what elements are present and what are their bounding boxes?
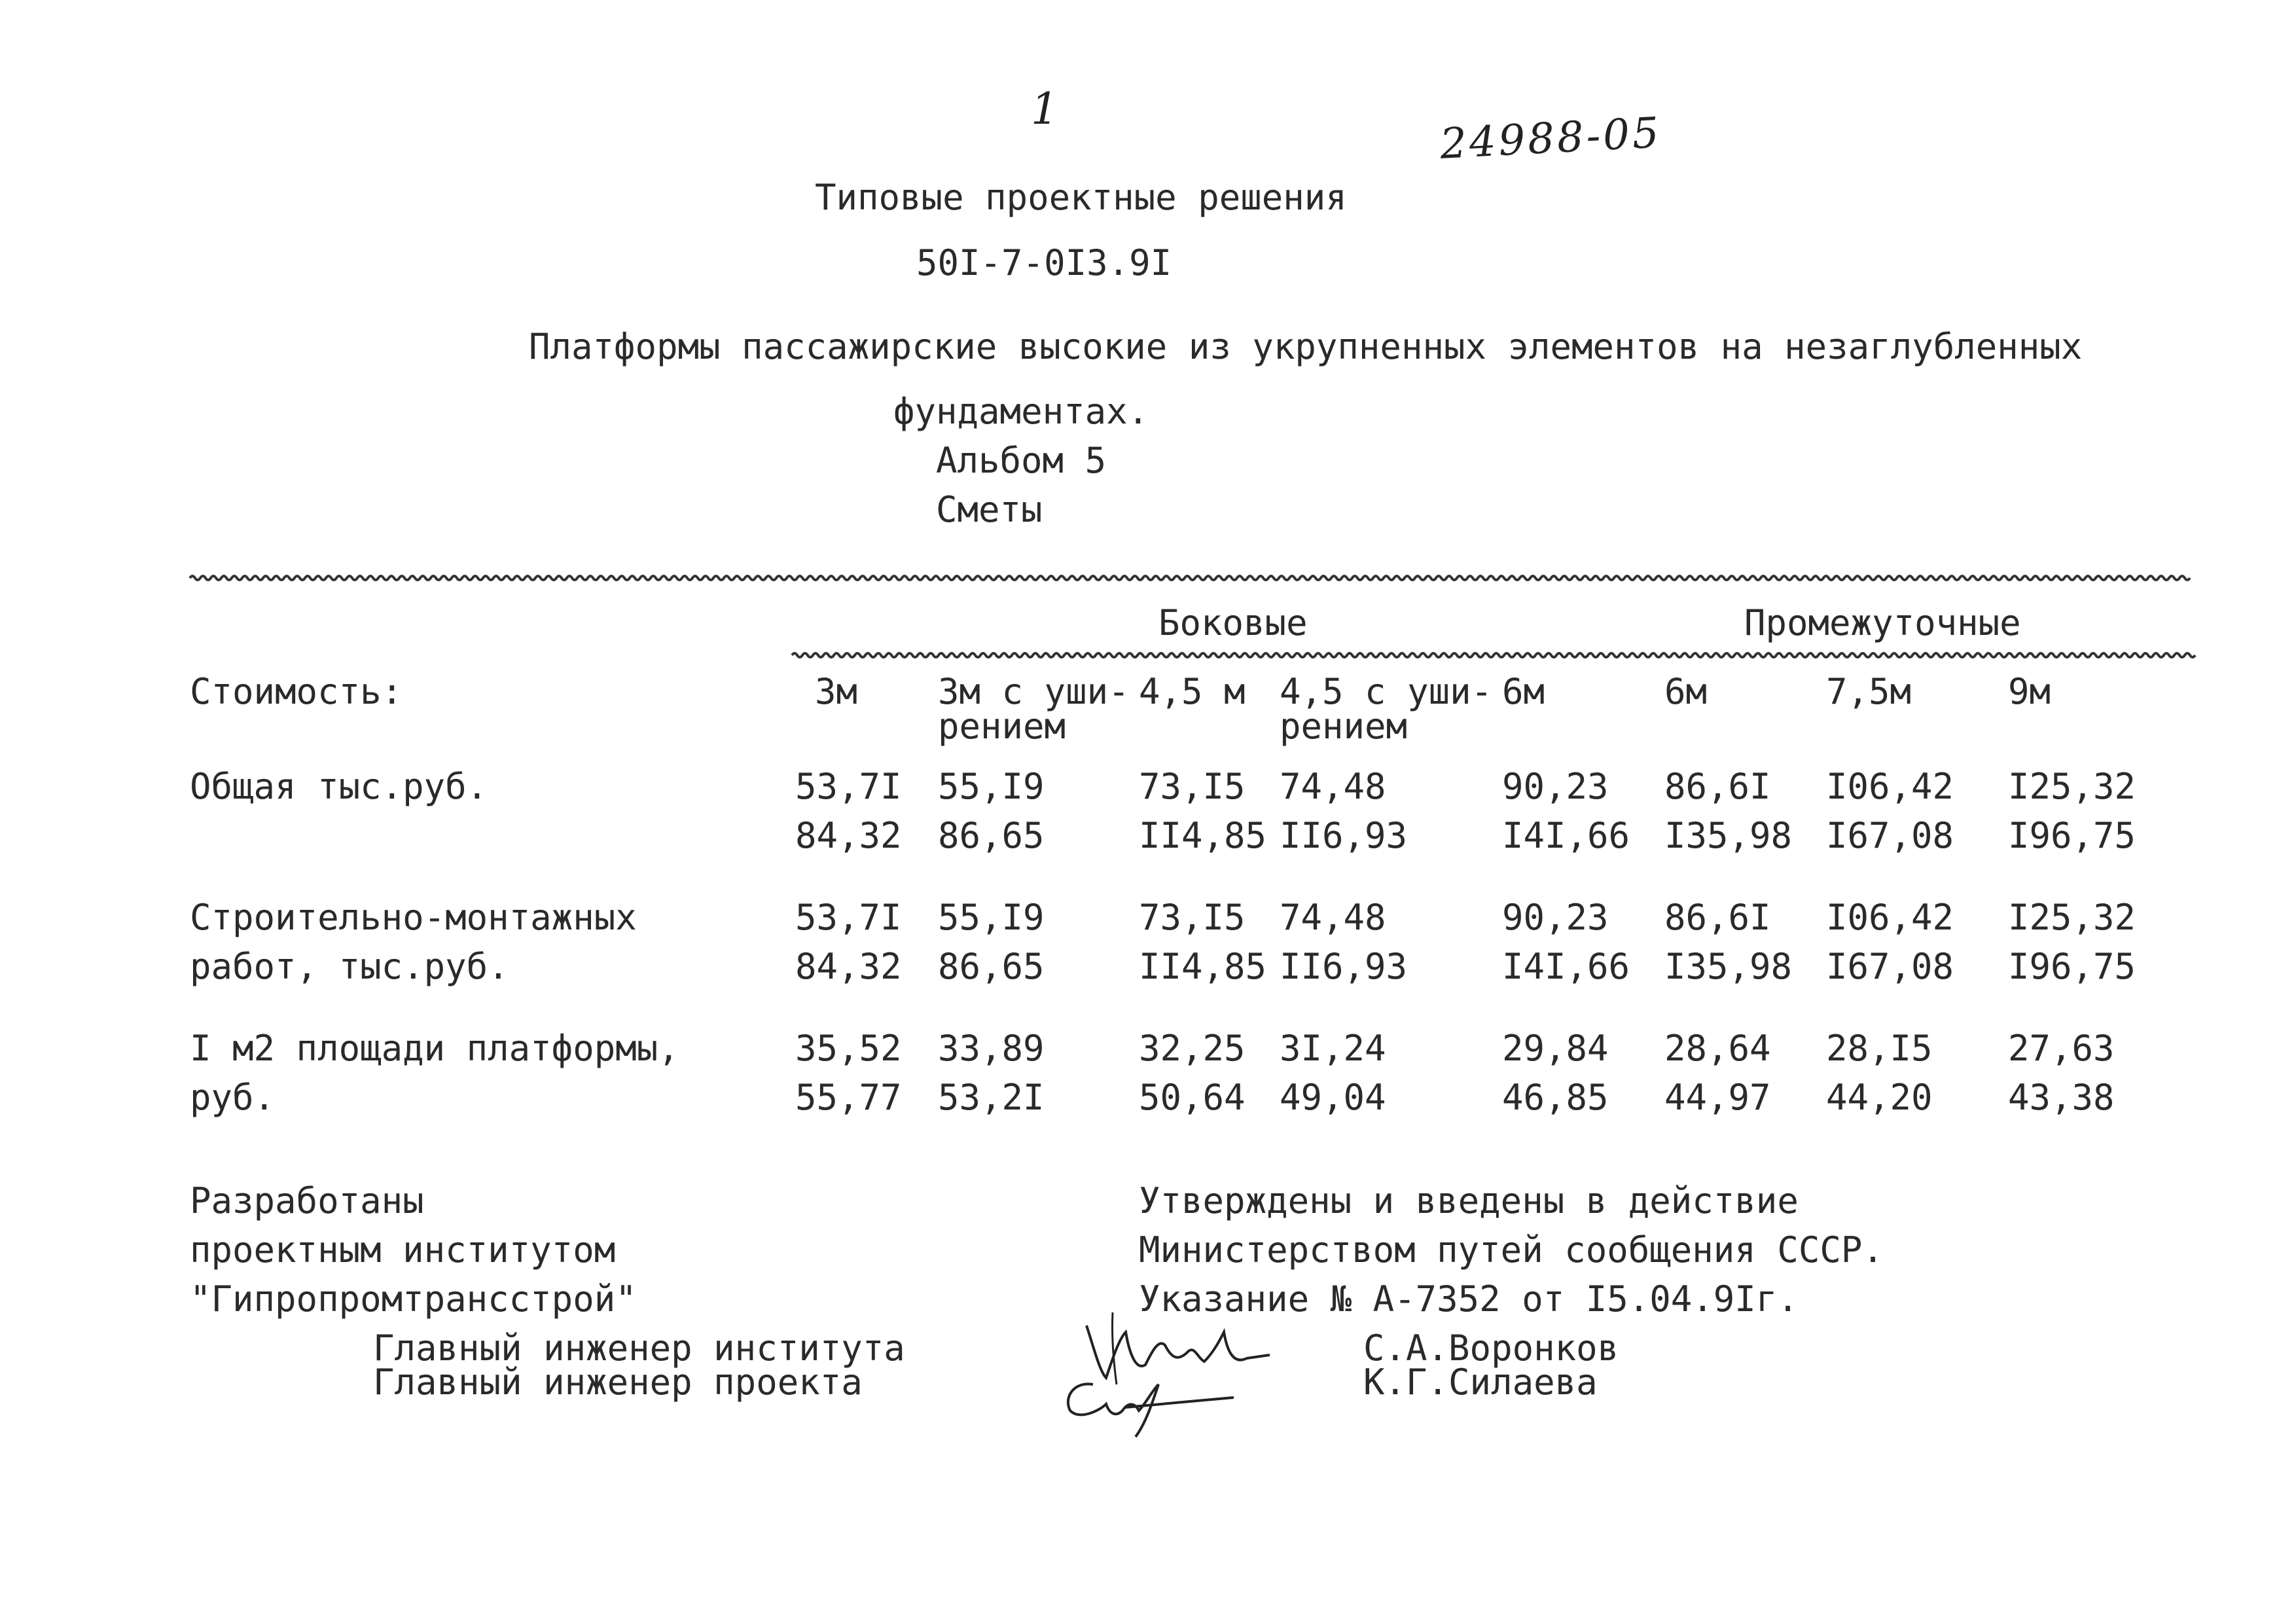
table-cell: II6,93	[1280, 815, 1408, 856]
table-cell: I35,98	[1664, 815, 1793, 856]
column-header: 3м с уши-	[938, 671, 1130, 712]
row-label-line2: работ, тыс.руб.	[190, 946, 509, 987]
table-cell: 86,6I	[1664, 897, 1771, 938]
table-cell: I25,32	[2008, 766, 2136, 807]
column-header-line2: рением	[1280, 706, 1408, 747]
table-cell: 74,48	[1280, 897, 1386, 938]
developed-by-label: Разработаны	[190, 1180, 424, 1221]
table-cell: 28,64	[1664, 1028, 1771, 1069]
table-cell: 84,32	[795, 815, 902, 856]
column-header: 7,5м	[1826, 671, 1912, 712]
group-header-intermediate: Промежуточные	[1744, 602, 2021, 643]
column-header: 6м	[1502, 671, 1545, 712]
table-cell: 44,20	[1826, 1077, 1933, 1118]
table-cell: 53,2I	[938, 1077, 1045, 1118]
table-cell: 33,89	[938, 1028, 1045, 1069]
table-cell: I35,98	[1664, 946, 1793, 987]
table-cell: 90,23	[1502, 766, 1609, 807]
table-cell: 43,38	[2008, 1077, 2115, 1118]
chief-engineer-project-name: К.Г.Силаева	[1363, 1362, 1598, 1403]
header-title-line2: фундаментах.	[893, 391, 1149, 432]
developed-by-institute: проектным институтом	[190, 1229, 616, 1271]
signature-silaeva	[1054, 1365, 1250, 1443]
table-cell: I4I,66	[1502, 815, 1630, 856]
table-cell: 53,7I	[795, 897, 902, 938]
table-cell: 50,64	[1139, 1077, 1246, 1118]
table-cell: 35,52	[795, 1028, 902, 1069]
table-cell: 32,25	[1139, 1028, 1246, 1069]
table-cell: 74,48	[1280, 766, 1386, 807]
table-cell: 27,63	[2008, 1028, 2115, 1069]
table-cell: I4I,66	[1502, 946, 1630, 987]
table-cell: 90,23	[1502, 897, 1609, 938]
table-cell: 55,I9	[938, 766, 1045, 807]
table-cell: 73,I5	[1139, 897, 1246, 938]
table-cell: 44,97	[1664, 1077, 1771, 1118]
table-cell: I06,42	[1826, 766, 1954, 807]
column-header: 4,5 м	[1139, 671, 1246, 712]
column-header: 6м	[1664, 671, 1708, 712]
top-wavy-rule	[0, 568, 2296, 588]
row-label: I м2 площади платформы,	[190, 1028, 679, 1069]
table-cell: I25,32	[2008, 897, 2136, 938]
page-number: 1	[1031, 84, 1058, 134]
table-cell: 49,04	[1280, 1077, 1386, 1118]
column-header: 9м	[2008, 671, 2051, 712]
table-cell: 84,32	[795, 946, 902, 987]
table-cell: 55,77	[795, 1077, 902, 1118]
row-label: Общая тыс.руб.	[190, 766, 488, 807]
approval-line1: Утверждены и введены в действие	[1139, 1180, 1799, 1221]
table-cell: 73,I5	[1139, 766, 1246, 807]
document-number: 24988-05	[1439, 109, 1663, 169]
table-cell: II6,93	[1280, 946, 1408, 987]
group-header-side: Боковые	[1158, 602, 1308, 643]
table-cell: 3I,24	[1280, 1028, 1386, 1069]
chief-engineer-institute-name: С.А.Воронков	[1363, 1327, 1619, 1369]
table-cell: 46,85	[1502, 1077, 1609, 1118]
table-cell: II4,85	[1139, 815, 1267, 856]
table-cell: 86,65	[938, 946, 1045, 987]
row-label: Строительно-монтажных	[190, 897, 637, 938]
table-cell: I96,75	[2008, 815, 2136, 856]
table-cell: I67,08	[1826, 815, 1954, 856]
table-cell: 86,65	[938, 815, 1045, 856]
table-cell: I67,08	[1826, 946, 1954, 987]
institute-name: "Гипропромтрансстрой"	[190, 1278, 637, 1320]
column-header-line2: рением	[938, 706, 1066, 747]
header-title-line1: Платформы пассажирские высокие из укрупненных элементов на незаглубленных	[529, 326, 2083, 367]
header-type-line: Типовые проектные решения	[815, 177, 1347, 218]
column-header: 3м	[815, 671, 858, 712]
table-cell: II4,85	[1139, 946, 1267, 987]
table-cell: 86,6I	[1664, 766, 1771, 807]
column-header: 4,5 с уши-	[1280, 671, 1493, 712]
cost-label: Стоимость:	[190, 671, 403, 712]
row-label-line2: руб.	[190, 1077, 276, 1118]
table-cell: 29,84	[1502, 1028, 1609, 1069]
table-cell: 55,I9	[938, 897, 1045, 938]
group-wavy-rule	[0, 645, 2296, 665]
chief-engineer-institute-role: Главный инженер института	[373, 1327, 905, 1369]
header-section: Сметы	[936, 489, 1043, 530]
table-cell: I96,75	[2008, 946, 2136, 987]
approval-line2: Министерством путей сообщения СССР.	[1139, 1229, 1884, 1271]
header-code: 50I-7-0I3.9I	[916, 242, 1172, 283]
table-cell: 53,7I	[795, 766, 902, 807]
approval-decree: Указание № А-7352 от I5.04.9Iг.	[1139, 1278, 1799, 1320]
table-cell: I06,42	[1826, 897, 1954, 938]
table-cell: 28,I5	[1826, 1028, 1933, 1069]
chief-engineer-project-role: Главный инженер проекта	[373, 1362, 863, 1403]
header-album: Альбом 5	[936, 440, 1107, 481]
